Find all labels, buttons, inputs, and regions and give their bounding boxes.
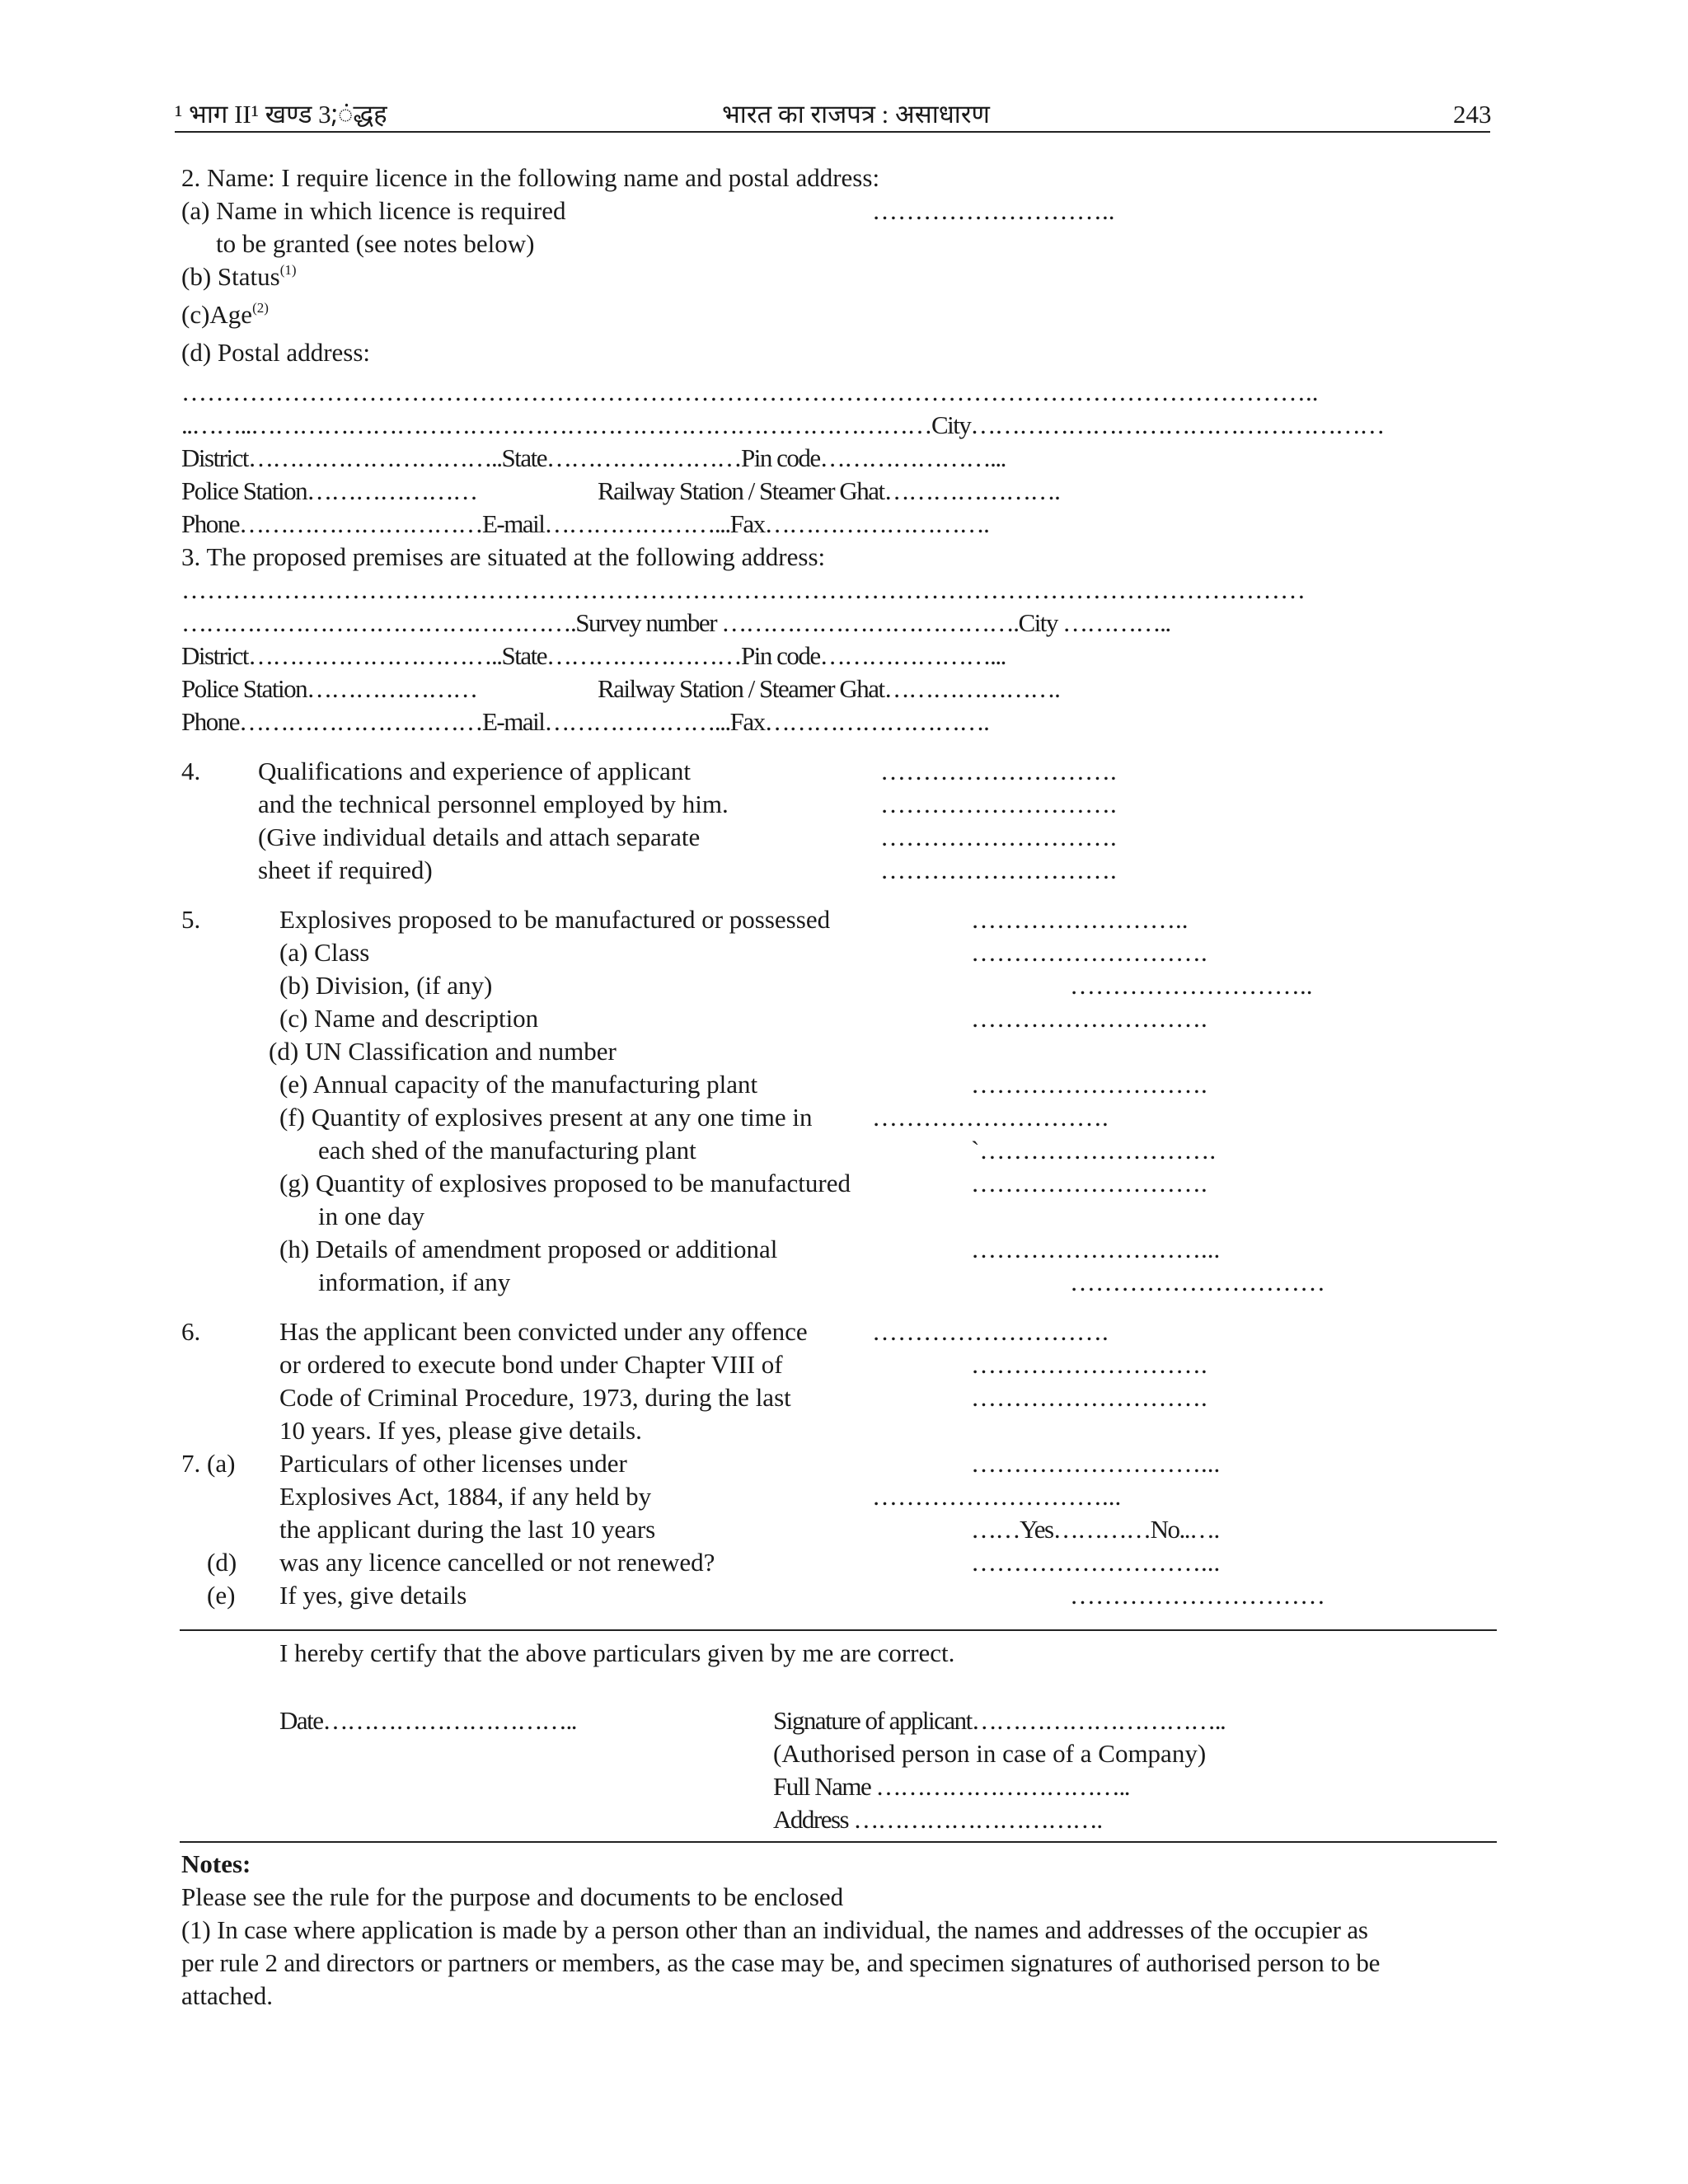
notes-line-1: Please see the rule for the purpose and documents to be enclosed: [181, 1882, 844, 1911]
notes-rule: [180, 1841, 1497, 1843]
status-label: (b) Status$^{(1)}$: [181, 262, 297, 291]
other-licenses-field-2: ………………………...: [872, 1482, 1122, 1511]
other-licenses-field-1: ………………………...: [971, 1449, 1221, 1478]
division-label: (b) Division, (if any): [279, 971, 493, 1000]
name-label: (a) Name in which licence is required: [181, 196, 566, 225]
section-6-number: 6.: [181, 1317, 201, 1346]
qualifications-field-4: ……………………….: [880, 855, 1117, 884]
qualifications-field-2: ……………………….: [880, 790, 1117, 818]
name-description-field: ……………………….: [971, 1004, 1207, 1033]
name-description-label: (c) Name and description: [279, 1004, 539, 1033]
qualifications-line-3: (Give individual details and attach separate: [258, 823, 701, 851]
class-field: ……………………….: [971, 938, 1207, 967]
authorised-person-note: (Authorised person in case of a Company): [773, 1739, 1207, 1768]
amendment-field-2: …………………………: [1070, 1268, 1325, 1296]
conviction-line-2: or ordered to execute bond under Chapter VIII of: [279, 1350, 783, 1379]
amendment-label-1: (h) Details of amendment proposed or additional: [279, 1235, 778, 1263]
conviction-line-4: 10 years. If yes, please give details.: [279, 1416, 642, 1445]
postal-address-label: (d) Postal address:: [181, 338, 371, 367]
section-3-heading: 3. The proposed premises are situated at the following address:: [181, 542, 826, 571]
conviction-line-3: Code of Criminal Procedure, 1973, during the last: [279, 1383, 791, 1412]
other-licenses-line-3: the applicant during the last 10 years: [279, 1515, 656, 1544]
amendment-field-1: ………………………...: [971, 1235, 1221, 1263]
section-7a-number: 7. (a): [181, 1449, 236, 1478]
premises-phone-email-fax-line: Phone…………………………E-mail…………………...Fax……………………….: [181, 707, 989, 736]
other-licenses-line-1: Particulars of other licenses under: [279, 1449, 627, 1478]
header-title: भारत का राजपत्र : असाधारण: [722, 100, 990, 129]
signature-field: Signature of applicant…………………………..: [773, 1706, 1226, 1735]
amendment-label-2: information, if any: [318, 1268, 511, 1296]
survey-number-city-line: ………………………………………….Survey number ……………………………….City …………..: [181, 608, 1170, 637]
name-label-cont: to be granted (see notes below): [216, 229, 535, 258]
conviction-field-1: ……………………….: [872, 1317, 1109, 1346]
division-field: ………………………..: [1070, 971, 1313, 1000]
explosives-field: ……………………..: [971, 905, 1189, 934]
premises-railway-station-field: Railway Station / Steamer Ghat………………….: [598, 674, 1060, 703]
yes-no-field: ……Yes…………No..….: [971, 1515, 1219, 1544]
conviction-line-1: Has the applicant been convicted under any offence: [279, 1317, 808, 1346]
date-field: Date…………………………..: [279, 1706, 577, 1735]
quantity-present-field-2: `……………………….: [971, 1136, 1217, 1165]
address-field: Address ………………………….: [773, 1805, 1102, 1834]
conviction-field-3: ……………………….: [971, 1383, 1207, 1412]
other-licenses-line-2: Explosives Act, 1884, if any held by: [279, 1482, 652, 1511]
notes-line-2: (1) In case where application is made by a person other than an individual, the names and addresses of the occupier as: [181, 1915, 1368, 1944]
premises-district-state-pin-line: District…………………………..State……………………Pin code…………………...: [181, 641, 1006, 670]
notes-heading: Notes:: [181, 1849, 251, 1878]
section-7d-number: (d): [207, 1548, 237, 1577]
notes-line-4: attached.: [181, 1981, 274, 2010]
details-label: If yes, give details: [279, 1581, 467, 1610]
name-field: ………………………..: [872, 196, 1115, 225]
section-7e-number: (e): [207, 1581, 236, 1610]
premises-address-line-1: ……………………………………………………………………………………………………………………: [181, 575, 1306, 604]
details-field: …………………………: [1070, 1581, 1325, 1610]
certification-rule: [180, 1629, 1497, 1631]
quantity-manufactured-label-1: (g) Quantity of explosives proposed to be manufactured: [279, 1169, 851, 1197]
certification-text: I hereby certify that the above particulars given by me are correct.: [279, 1638, 955, 1667]
licence-cancelled-label: was any licence cancelled or not renewed?: [279, 1548, 715, 1577]
qualifications-line-4: sheet if required): [258, 855, 433, 884]
un-classification-label: (d) UN Classification and number: [269, 1037, 617, 1066]
age-label: (c)Age$^{(2)}$: [181, 300, 269, 329]
licence-cancelled-field: ………………………...: [971, 1548, 1221, 1577]
district-state-pin-line: District…………………………..State……………………Pin code…………………...: [181, 443, 1006, 472]
page-number: 243: [1453, 100, 1492, 129]
railway-station-field: Railway Station / Steamer Ghat………………….: [598, 476, 1060, 505]
quantity-manufactured-field: ……………………….: [971, 1169, 1207, 1197]
qualifications-field-1: ……………………….: [880, 757, 1117, 785]
phone-email-fax-line: Phone…………………………E-mail…………………...Fax……………………….: [181, 509, 989, 538]
qualifications-line-1: Qualifications and experience of applicant: [258, 757, 692, 785]
quantity-present-label-1: (f) Quantity of explosives present at any one time in: [279, 1103, 813, 1132]
postal-address-line-2: ..……..…………………………………………………………………………City……………………………………………: [181, 410, 1384, 439]
header-section-label: ¹ भाग II¹ खण्ड 3;ंद्धह: [175, 100, 387, 129]
premises-police-station-field: Police Station…………………: [181, 674, 477, 703]
explosives-heading: Explosives proposed to be manufactured or possessed: [279, 905, 831, 934]
section-5-number: 5.: [181, 905, 201, 934]
quantity-present-field-1: ……………………….: [872, 1103, 1109, 1132]
annual-capacity-label: (e) Annual capacity of the manufacturing plant: [279, 1070, 758, 1099]
quantity-present-label-2: each shed of the manufacturing plant: [318, 1136, 696, 1165]
qualifications-field-3: ……………………….: [880, 823, 1117, 851]
postal-address-line-1: ……………………………………………………………………………………………………………………..: [181, 377, 1319, 406]
qualifications-line-2: and the technical personnel employed by him.: [258, 790, 729, 818]
annual-capacity-field: ……………………….: [971, 1070, 1207, 1099]
header-rule: [175, 131, 1490, 133]
conviction-field-2: ……………………….: [971, 1350, 1207, 1379]
class-label: (a) Class: [279, 938, 370, 967]
section-4-number: 4.: [181, 757, 201, 785]
quantity-manufactured-label-2: in one day: [318, 1202, 425, 1230]
notes-line-3: per rule 2 and directors or partners or members, as the case may be, and specimen signatures of authorised person to be: [181, 1948, 1381, 1977]
police-station-field: Police Station…………………: [181, 476, 477, 505]
section-2-heading: 2. Name: I require licence in the following name and postal address:: [181, 163, 880, 192]
full-name-field: Full Name …………………………..: [773, 1772, 1129, 1801]
